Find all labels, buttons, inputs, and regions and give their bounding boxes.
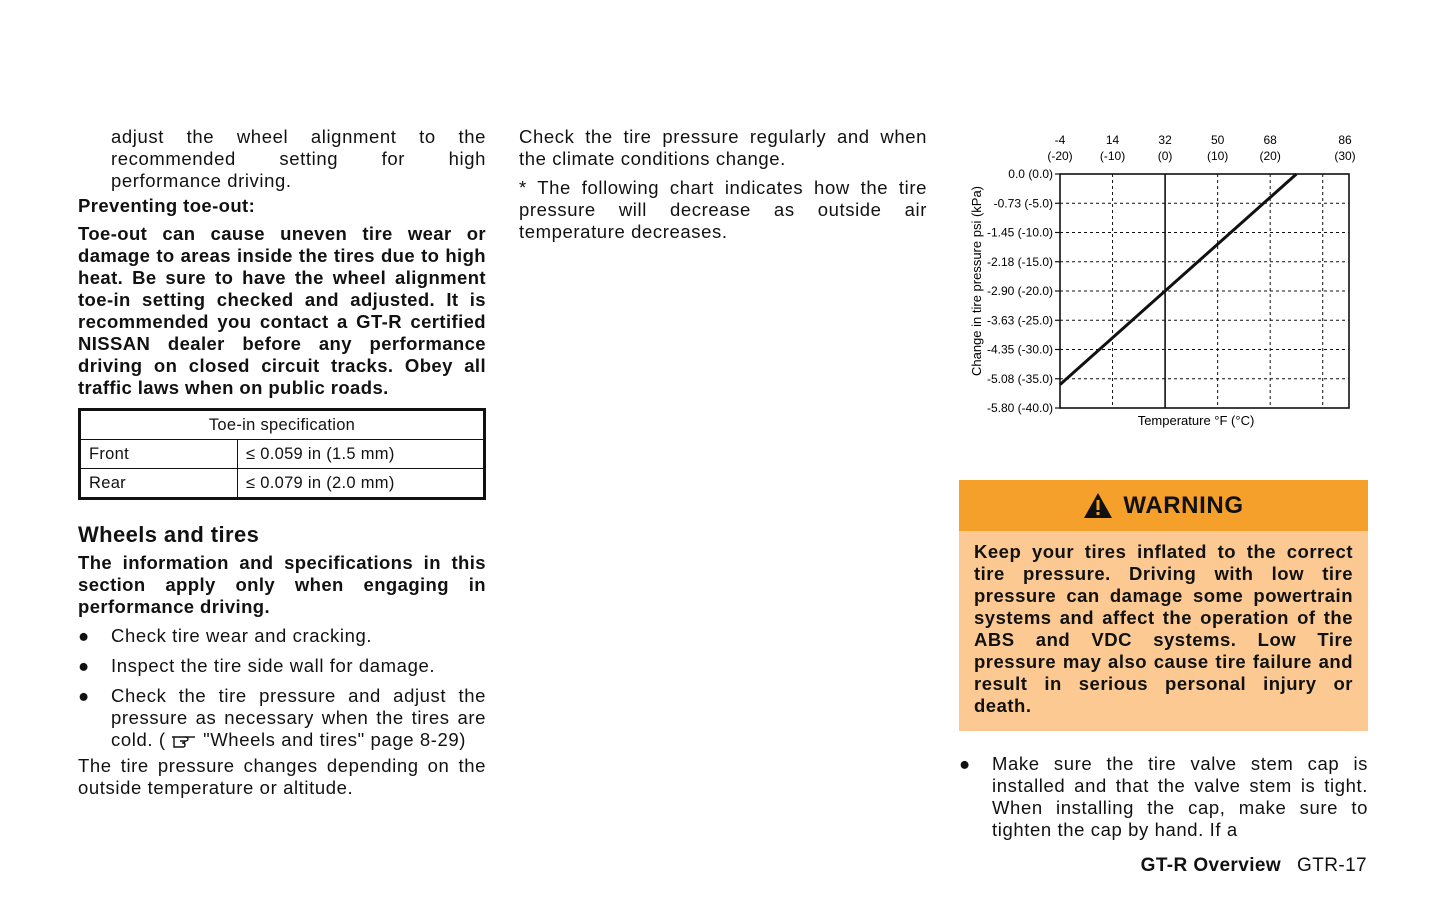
bullet-icon: ●: [959, 753, 971, 774]
x-tick-label-c: (-20): [1047, 149, 1073, 163]
y-tick-label: -0.73 (-5.0): [993, 196, 1053, 211]
warning-triangle-icon: [1083, 492, 1113, 519]
bullet-icon: ●: [78, 625, 90, 646]
section-name: GT-R Overview: [1140, 855, 1282, 876]
pressure-changes-text: The tire pressure changes depending on the outside temperature or altitude.: [78, 755, 486, 798]
x-tick-label-c: (0): [1157, 149, 1173, 163]
table-row: [80, 440, 485, 469]
row-value-front: ≤ 0.059 in (1.5 mm): [238, 440, 485, 469]
y-tick-label: -4.35 (-30.0): [986, 342, 1053, 357]
list-item: ● Inspect the tire side wall for damage.: [78, 655, 436, 676]
x-tick-label-f: 86: [1338, 133, 1352, 147]
checklist: [959, 753, 1368, 841]
row-label-front: Front: [80, 440, 238, 469]
bullet-icon: ●: [78, 685, 90, 706]
list-item: ● Check tire wear and cracking.: [78, 625, 373, 646]
check-pressure-text: Check the tire pressure regularly and when the climate conditions change.: [519, 126, 927, 169]
list-item: ● Make sure the tire valve stem cap is installed and that the valve stem is tight. When installing the cap, make sure to tighten the cap by hand. If a: [959, 753, 1368, 840]
pressure-change-line: [1060, 174, 1296, 385]
x-tick-label-f: 14: [1105, 133, 1120, 147]
y-axis-ticks: [987, 167, 1060, 415]
x-tick-label-f: -4: [1054, 133, 1066, 147]
alignment-intro: adjust the wheel alignment to the recommended setting for high performance driving.: [111, 126, 486, 191]
page-number: GTR-17: [1297, 855, 1367, 876]
x-tick-label-c: (30): [1334, 149, 1356, 163]
middle-column: [519, 126, 927, 243]
warning-title: WARNING: [1123, 491, 1244, 519]
y-tick-label: 0.0 (0.0): [1008, 167, 1053, 181]
warning-box: [959, 480, 1368, 731]
wheels-tires-heading: Wheels and tires: [78, 522, 260, 547]
valve-stem-bullet: [959, 753, 1368, 849]
warning-text: Keep your tires inflated to the correct tire pressure. Driving with low tire pressure can damage some powertrain systems and affect the operation of the ABS and VDC systems. Low Tire pressure may also cause tire failure and result in serious personal injury or death.: [974, 541, 1353, 716]
x-axis-ticks: [1047, 133, 1355, 163]
x-tick-label-f: 32: [1158, 133, 1172, 147]
wheels-tires-intro: The information and specifications in this section apply only when engaging in performance driving.: [78, 552, 486, 617]
toe-out-text: Toe-out can cause uneven tire wear or damage to areas inside the tires due to high heat. Be sure to have the wheel alignment toe-in setting checked and adjusted. It is recommended you contact a GT-R certified NISSAN dealer before any performance driving on closed circuit tracks. Obey all traffic laws when on public roads.: [78, 223, 486, 398]
x-axis-label: Temperature °F (°C): [1137, 413, 1255, 428]
tire-pressure-chart: [962, 128, 1362, 438]
y-tick-label: -1.45 (-10.0): [986, 225, 1053, 240]
page-reference-link[interactable]: "Wheels and tires" page 8-29): [203, 729, 467, 750]
checklist: [78, 625, 486, 751]
x-tick-label-c: (20): [1259, 149, 1281, 163]
x-tick-label-f: 68: [1263, 133, 1277, 147]
row-value-rear: ≤ 0.079 in (2.0 mm): [238, 469, 485, 499]
bullet-icon: ●: [78, 655, 90, 676]
x-tick-label-c: (-10): [1099, 149, 1126, 163]
chart-grid: [1060, 174, 1349, 408]
x-tick-label-c: (10): [1206, 149, 1229, 163]
row-label-rear: Rear: [80, 469, 238, 499]
page-footer: [1141, 855, 1367, 877]
y-tick-label: -2.90 (-20.0): [986, 284, 1053, 298]
y-tick-label: -5.80 (-40.0): [986, 401, 1053, 415]
y-axis-label: Change in tire pressure psi (kPa): [969, 185, 984, 377]
toe-in-spec-table: [78, 408, 486, 500]
table-header: Toe-in specification: [80, 410, 485, 440]
pointing-hand-icon: [171, 731, 197, 749]
left-column: [78, 126, 486, 799]
y-tick-label: -3.63 (-25.0): [986, 313, 1053, 328]
warning-header: [959, 480, 1368, 531]
toe-out-heading: Preventing toe-out:: [78, 195, 256, 216]
y-tick-label: -5.08 (-35.0): [986, 371, 1053, 386]
list-item: ● Check the tire pressure and adjust the pressure as necessary when the tires are cold. ( "Wheels and tires" page 8-29): [78, 685, 486, 750]
y-tick-label: -2.18 (-15.0): [986, 254, 1053, 269]
chart-note: * The following chart indicates how the tire pressure will decrease as outside air temperature decreases.: [519, 177, 927, 242]
x-tick-label-f: 50: [1210, 133, 1225, 147]
table-row: [80, 469, 485, 499]
